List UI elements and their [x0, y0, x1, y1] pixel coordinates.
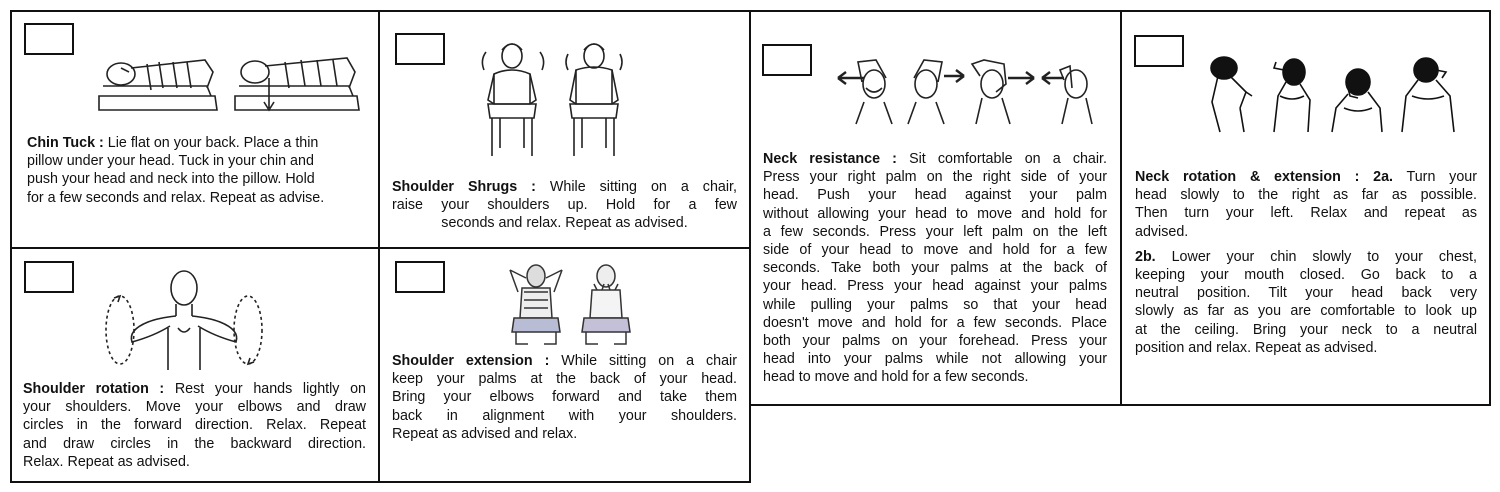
chin-tuck-figures [95, 50, 365, 114]
neck-rotation-part-b-line: keeping your mouth closed. Go back to a [1135, 267, 1477, 284]
shoulder-shrugs-line: While sitting on a chair, [549, 179, 737, 195]
chin-tuck-text [27, 134, 367, 207]
neck-resistance-line: without allowing your head to move and hold for [763, 205, 1107, 222]
shoulder-rotation-text [23, 380, 366, 471]
shoulder-shrugs-line: seconds and relax. Repeat as advised. [441, 215, 688, 232]
neck-rotation-part-b-label: 2b. [1135, 248, 1156, 265]
neck-resistance-line: while pulling your palms so that your head [763, 296, 1107, 313]
chin-tuck-checkbox[interactable] [24, 23, 74, 55]
neck-rotation-part-b-line: neutral position. Tilt your head back very [1135, 285, 1477, 302]
neck-resistance-text [763, 150, 1107, 387]
shoulder-extension-figures [500, 262, 646, 346]
shoulder-rotation-line: and draw circles in the backward direction. [23, 435, 366, 452]
neck-resistance-line: head. Push your head against your palm [763, 187, 1107, 204]
shoulder-extension-line: back in alignment with your shoulders. [392, 407, 737, 424]
neck-rotation-text [1135, 168, 1477, 357]
shoulder-shrug-figures [478, 40, 634, 164]
chin-tuck-line: Lie flat on your back. Place a thin [107, 135, 319, 151]
neck-resistance-line: a few seconds. Press your left palm on the left [763, 223, 1107, 240]
shoulder-extension-title: Shoulder extension : [392, 353, 550, 369]
neck-resistance-line: Sit comfortable on a chair. [909, 151, 1107, 167]
shoulder-rotation-checkbox[interactable] [24, 261, 74, 293]
neck-rotation-line: Then turn your left. Relax and repeat as [1135, 205, 1477, 222]
neck-resistance-line: head into your palms while not allowing your [763, 351, 1107, 368]
neck-rotation-line: head slowly to the right as far as possible. [1135, 187, 1477, 204]
neck-resistance-line: side of your head to move and hold for a few [763, 242, 1107, 259]
neck-rotation-checkbox[interactable] [1134, 35, 1184, 67]
shoulder-extension-line: Bring your elbows forward and take them [392, 389, 737, 406]
chin-tuck-line: pillow under your head. Tuck in your chin and [27, 153, 314, 170]
shoulder-rotation-line: circles in the forward direction. Relax. Repeat [23, 417, 366, 434]
shoulder-shrugs-line: raise your shoulders up. Hold for a few [392, 197, 737, 214]
neck-resistance-line: both your palms on your forehead. Press your [763, 333, 1107, 350]
neck-resistance-line: seconds. Take both your palms at the back of [763, 260, 1107, 277]
neck-rotation-line: Turn your [1406, 169, 1477, 185]
neck-resistance-figures [836, 58, 1098, 128]
neck-rotation-line: advised. [1135, 223, 1189, 240]
shoulder-rotation-line: your shoulders. Move your elbows and draw [23, 399, 366, 416]
shoulder-shrugs-text [392, 178, 737, 233]
shoulder-shrugs-checkbox[interactable] [395, 33, 445, 65]
chin-tuck-line: for a few seconds and relax. Repeat as advise. [27, 189, 325, 206]
shoulder-extension-text [392, 352, 737, 443]
neck-rotation-figures [1200, 52, 1472, 136]
shoulder-extension-line: While sitting on a chair [561, 353, 737, 369]
neck-resistance-checkbox[interactable] [762, 44, 812, 76]
shoulder-rotation-line: Relax. Repeat as advised. [23, 453, 190, 470]
shoulder-shrugs-title: Shoulder Shrugs : [392, 179, 536, 195]
chin-tuck-title: Chin Tuck : [27, 135, 104, 151]
neck-rotation-title: Neck rotation & extension : 2a. [1135, 169, 1393, 185]
neck-resistance-line: head to move and hold for a few seconds. [763, 369, 1029, 386]
neck-resistance-line: Press your right palm on the right side of your [763, 169, 1107, 186]
shoulder-rotation-title: Shoulder rotation : [23, 381, 165, 397]
shoulder-rotation-line: Rest your hands lightly on [174, 381, 366, 397]
shoulder-rotation-figure [98, 266, 270, 370]
shoulder-extension-line: keep your palms at the back of your head. [392, 371, 737, 388]
neck-resistance-line: doesn't move and hold for a few seconds. Place [763, 314, 1107, 331]
neck-resistance-title: Neck resistance : [763, 151, 897, 167]
shoulder-extension-line: Repeat as advised and relax. [392, 425, 578, 442]
shoulder-extension-checkbox[interactable] [395, 261, 445, 293]
neck-resistance-line: your head. Press your head against your palms [763, 278, 1107, 295]
neck-rotation-part-b-line: Lower your chin slowly to your chest, [1171, 248, 1477, 265]
chin-tuck-line: push your head and neck into the pillow. Hold [27, 171, 315, 188]
neck-rotation-part-b-line: slowly as far as you are comfortable to look up [1135, 303, 1477, 320]
neck-rotation-part-b-line: position and relax. Repeat as advised. [1135, 339, 1378, 356]
neck-rotation-part-b-line: at the ceiling. Bring your neck to a neutral [1135, 321, 1477, 338]
